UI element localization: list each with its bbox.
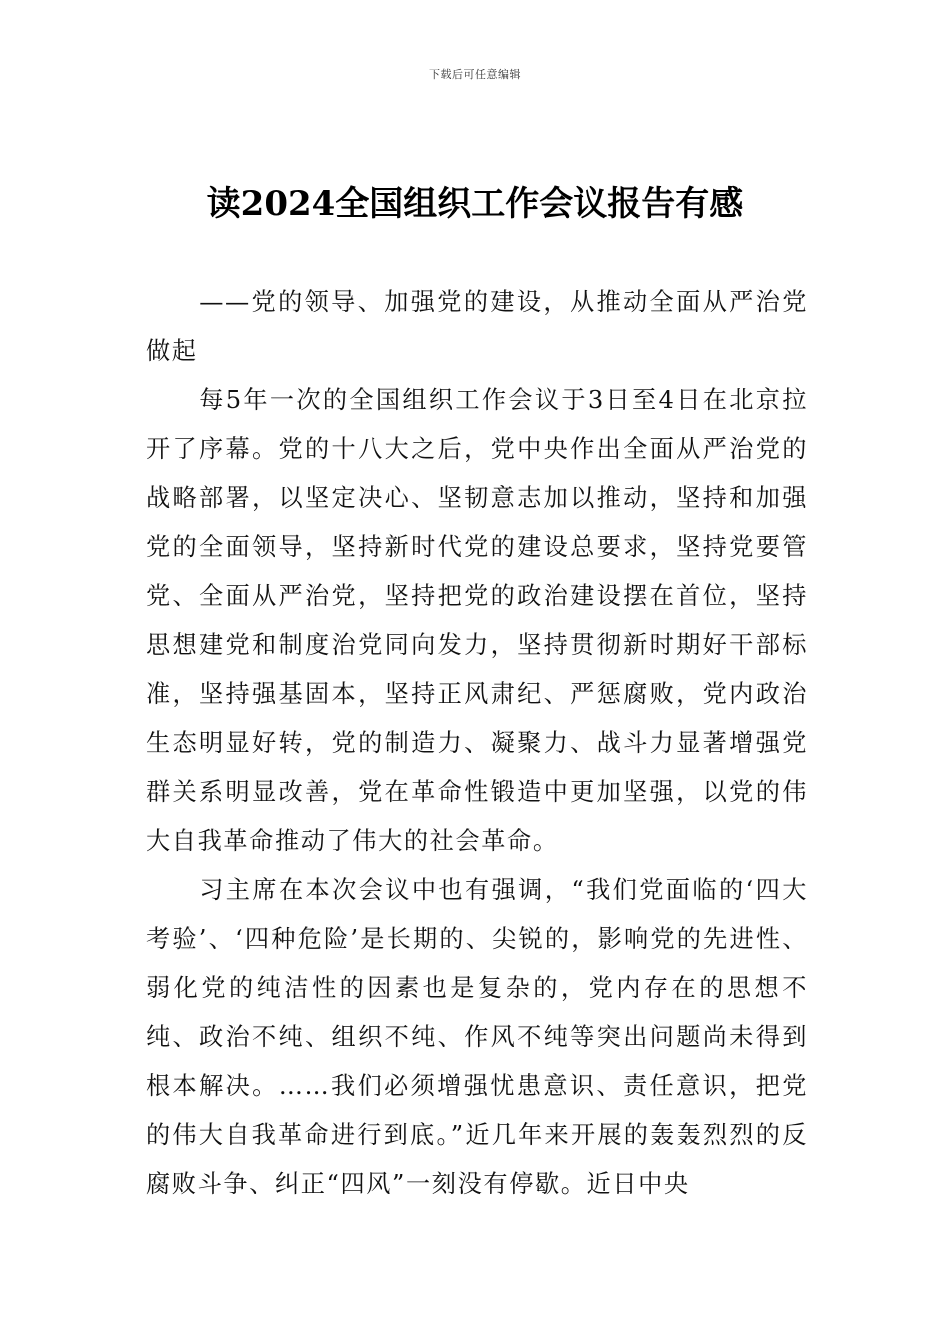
body-paragraph-1: 每5年一次的全国组织工作会议于3日至4日在北京拉开了序幕。党的十八大之后，党中央作出全面从严治党的战略部署，以坚定决心、坚韧意志加以推动，坚持和加强党的全面领导，坚持新时代党的建设总要求，坚持党要管党、全面从严治党，坚持把党的政治建设摆在首位，坚持思想建党和制度治党同向发力，坚持贯彻新时期好干部标准，坚持强基固本，坚持正风肃纪、严惩腐败，党内政治生态明显好转，党的制造力、凝聚力、战斗力显著增强党群关系明显改善，党在革命性锻造中更加坚强，以党的伟大自我革命推动了伟大的社会革命。 <box>146 386 808 855</box>
document-title: 读2024全国组织工作会议报告有感 <box>206 184 744 224</box>
header-note: 下载后可任意编辑 <box>429 68 521 81</box>
subtitle-paragraph: ——党的领导、加强党的建设，从推动全面从严治党做起 <box>146 288 808 365</box>
body-paragraph-2: 习主席在本次会议中也有强调，“我们党面临的‘四大考验’、‘四种危险’是长期的、尖锐的，影响党的先进性、弱化党的纯洁性的因素也是复杂的，党内存在的思想不纯、政治不纯、组织不纯、作风不纯等突出问题尚未得到根本解决。……我们必须增强忧患意识、责任意识，把党的伟大自我革命进行到底。”近几年来开展的轰轰烈烈的反腐败斗争、纠正“四风”一刻没有停歇。近日中央 <box>146 876 808 1198</box>
document-body <box>146 278 808 1209</box>
